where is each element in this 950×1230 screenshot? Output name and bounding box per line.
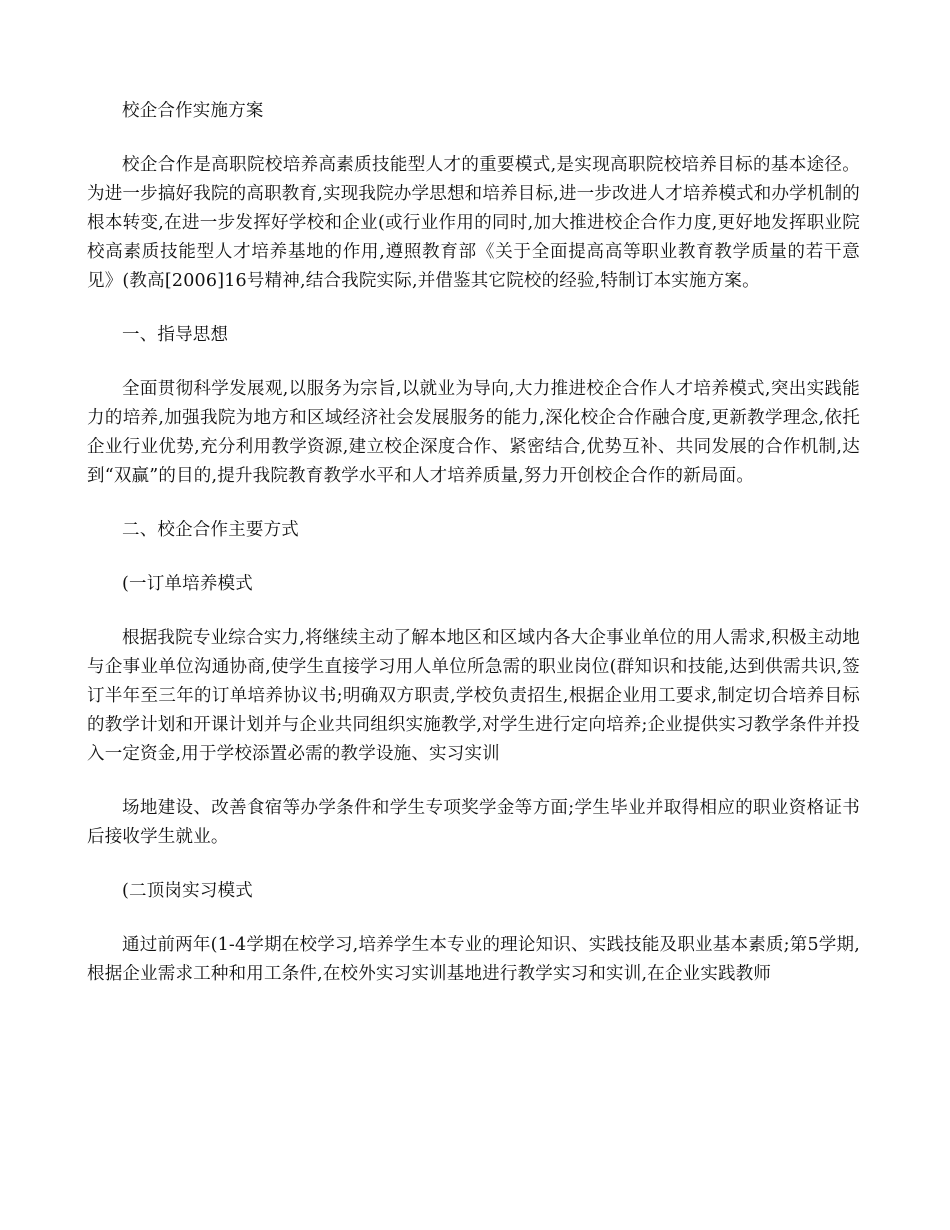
subsection-heading-internship: (二顶岗实习模式 (122, 881, 253, 901)
intro-paragraph: 校企合作是高职院校培养高素质技能型人才的重要模式,是实现高职院校培养目标的基本途径。为进一步搞好我院的高职教育,实现我院办学思想和培养目标,进一步改进人才培养模式和办学机制的根本转变,在进一步发挥好学校和企业(或行业作用的同时,加大推进校企合作力度,更好地发挥职业院校高素质技能型人才培养基地的作用,遵照教育部《关于全面提高高等职业教育教学质量的若干意见》(教高[2006]16号精神,结合我院实际,并借鉴其它院校的经验,特制订本实施方案。 (87, 155, 860, 291)
order-training-paragraph-continued: 场地建设、改善食宿等办学条件和学生专项奖学金等方面;学生毕业并取得相应的职业资格证书后接收学生就业。 (87, 798, 860, 847)
guiding-ideology-paragraph: 全面贯彻科学发展观,以服务为宗旨,以就业为导向,大力推进校企合作人才培养模式,突出实践能力的培养,加强我院为地方和区域经济社会发展服务的能力,深化校企合作融合度,更新教学理念,依托企业行业优势,充分利用教学资源,建立校企深度合作、紧密结合,优势互补、共同发展的合作机制,达到“双赢”的目的,提升我院教育教学水平和人才培养质量,努力开创校企合作的新局面。 (87, 379, 860, 486)
section-heading-guiding-ideology: 一、指导思想 (122, 325, 229, 345)
order-training-paragraph: 根据我院专业综合实力,将继续主动了解本地区和区域内各大企事业单位的用人需求,积极主动地与企事业单位沟通协商,使学生直接学习用人单位所急需的职业岗位(群知识和技能,达到供需共识,签订半年至三年的订单培养协议书;明确双方职责,学校负责招生,根据企业用工要求,制定切合培养目标的教学计划和开课计划并与企业共同组织实施教学,对学生进行定向培养;企业提供实习教学条件并投入一定资金,用于学校添置必需的教学设施、实习实训 (87, 628, 860, 764)
internship-paragraph: 通过前两年(1-4学期在校学习,培养学生本专业的理论知识、实践技能及职业基本素质;第5学期,根据企业需求工种和用工条件,在校外实习实训基地进行教学实习和实训,在企业实践教师 (87, 935, 860, 984)
subsection-heading-order-training: (一订单培养模式 (122, 574, 253, 594)
document-title: 校企合作实施方案 (122, 101, 264, 121)
document-body (87, 97, 860, 1014)
section-heading-cooperation-methods: 二、校企合作主要方式 (122, 520, 299, 540)
